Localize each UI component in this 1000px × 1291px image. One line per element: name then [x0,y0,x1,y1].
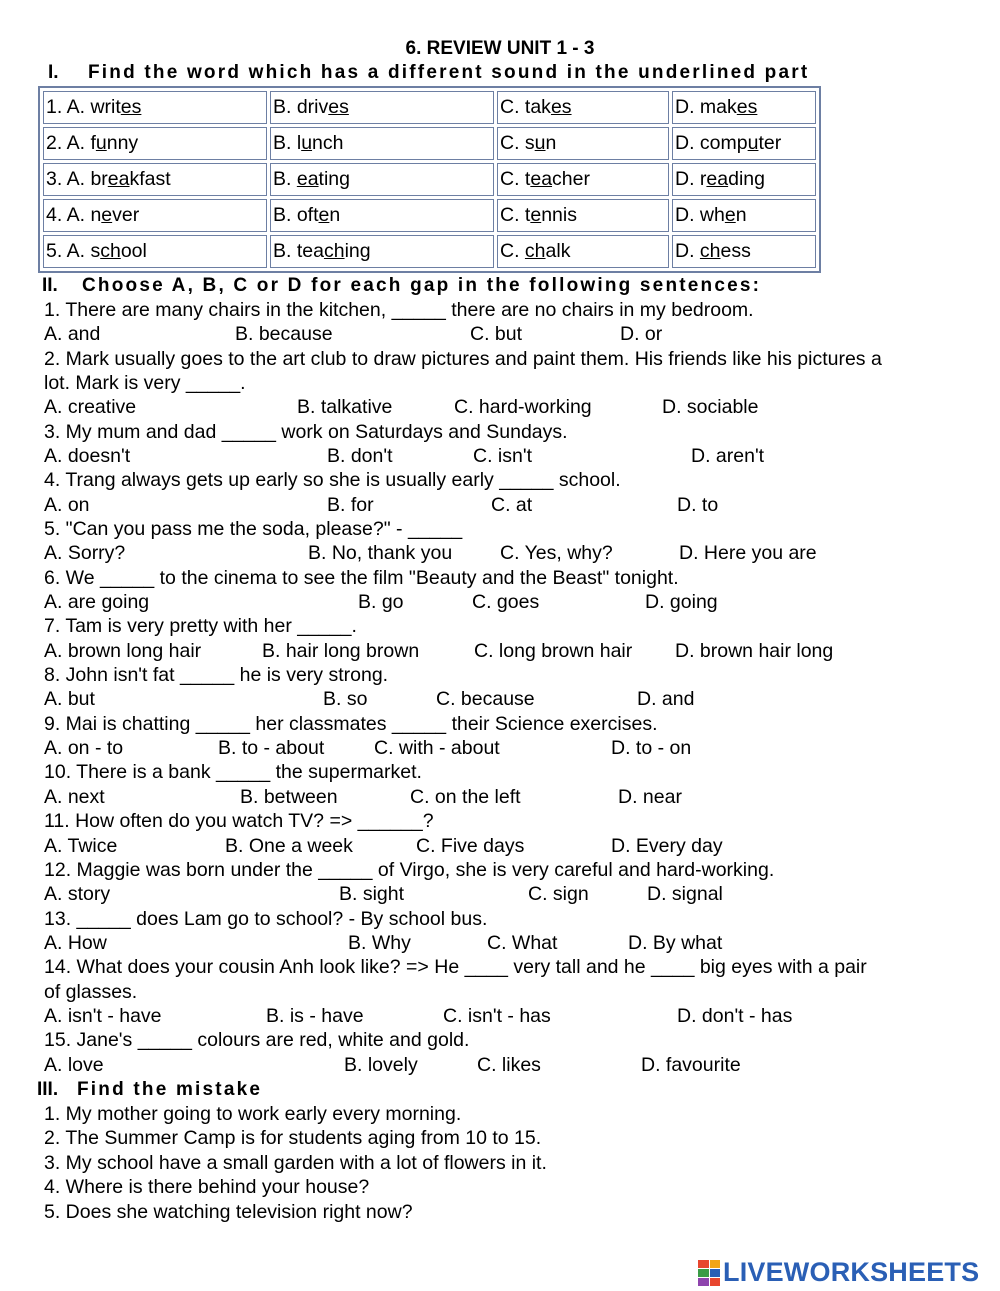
sound-option [672,199,816,232]
answer-option: A. Twice [44,835,118,857]
answer-option: C. isn't - has [443,1005,551,1027]
word-part: 4. A. n [46,204,102,226]
answer-option: A. doesn't [44,445,131,467]
underlined-part: es [736,96,758,118]
answer-option: D. signal [647,883,723,905]
section-2-number: II. [42,275,58,296]
answer-option: C. long brown hair [474,640,633,662]
word-part: 5. A. s [46,240,101,262]
section-1-number: I. [48,62,59,83]
section-3-text: Find the mistake [77,1079,263,1100]
word-part: n [545,132,557,154]
answer-option: C. hard-working [454,396,592,418]
answer-option: A. brown long hair [44,640,202,662]
liveworksheets-logo-icon [698,1260,720,1286]
answer-option: A. next [44,786,105,808]
sound-option [43,163,267,196]
worksheet-title: 6. REVIEW UNIT 1 - 3 [405,38,595,59]
answer-option: A. on - to [44,737,124,759]
answer-option: D. By what [628,932,723,954]
underlined-part: ea [530,168,553,190]
sound-row [43,127,816,160]
answer-option: D. don't - has [677,1005,793,1027]
sound-option [43,235,267,268]
word-part: C. [500,240,525,262]
answer-option: D. Every day [611,835,723,857]
word-part: n [329,204,341,226]
answer-option: B. don't [327,445,393,467]
answer-option: B. go [358,591,404,613]
question-text: 5. "Can you pass me the soda, please?" - _____ [44,518,463,540]
answer-option: C. but [470,323,523,345]
word-part: 2. A. f [46,132,96,154]
word-part: D. [675,240,700,262]
answer-option: D. sociable [662,396,759,418]
question-text-continued: lot. Mark is very _____. [44,372,246,394]
underlined-part: u [747,132,759,154]
underlined-part: ea [706,168,729,190]
question-text: 2. Mark usually goes to the art club to draw pictures and paint them. His friends like his pictures a [44,348,882,370]
answer-option: C. Yes, why? [500,542,613,564]
underlined-part: ch [699,240,721,262]
answer-option: B. for [327,494,374,516]
underlined-part: ch [524,240,546,262]
underlined-part: e [318,204,330,226]
sound-option [270,235,494,268]
logo-tile [698,1269,709,1277]
underlined-part: ea [107,168,130,190]
answer-option: C. goes [472,591,540,613]
question-text: 14. What does your cousin Anh look like? => He ____ very tall and he ____ big eyes with a pair [44,956,867,978]
word-part: nny [106,132,139,154]
answer-option: A. Sorry? [44,542,126,564]
answer-option: B. No, thank you [308,542,453,564]
section-2-text: Choose A, B, C or D for each gap in the following sentences: [82,275,762,296]
section-1-text: Find the word which has a different sound in the underlined part [88,62,810,83]
word-part: C. t [500,204,531,226]
underlined-part: u [534,132,546,154]
word-part: cher [552,168,590,190]
word-part: ool [120,240,147,262]
answer-option: C. because [436,688,535,710]
mistake-sentence: 5. Does she watching television right now? [44,1201,413,1223]
section-1-heading [48,62,809,84]
question-text: 10. There is a bank _____ the supermarket. [44,761,422,783]
sound-option [497,163,669,196]
section-3-number: III. [37,1079,59,1100]
answer-option: B. so [323,688,368,710]
underlined-part: u [95,132,107,154]
answer-option: A. but [44,688,95,710]
word-part: C. tak [500,96,551,118]
answer-option: D. to - on [611,737,692,759]
word-part: B. [273,168,297,190]
sound-option [497,91,669,124]
sound-option [497,199,669,232]
mistake-sentence: 3. My school have a small garden with a lot of flowers in it. [44,1152,547,1174]
answer-option: A. How [44,932,107,954]
word-part: ess [720,240,751,262]
word-part: 3. A. br [46,168,108,190]
word-part: kfast [129,168,171,190]
word-part: nch [312,132,344,154]
underlined-part: e [530,204,542,226]
underlined-part: e [101,204,113,226]
logo-tile [710,1260,721,1268]
underlined-part: e [724,204,736,226]
question-text: 12. Maggie was born under the _____ of Virgo, she is very careful and hard-working. [44,859,775,881]
sound-row [43,91,816,124]
sound-option [270,163,494,196]
answer-option: B. to - about [218,737,325,759]
underlined-part: u [301,132,313,154]
word-part: B. driv [273,96,329,118]
sound-row [43,235,816,268]
mistake-sentence: 2. The Summer Camp is for students aging from 10 to 15. [44,1127,542,1149]
sound-row [43,163,816,196]
answer-option: D. favourite [641,1054,741,1076]
question-text: 8. John isn't fat _____ he is very strong. [44,664,389,686]
answer-option: C. with - about [374,737,500,759]
liveworksheets-logo-text: LIVEWORKSHEETS [723,1257,980,1287]
word-part: ver [112,204,140,226]
answer-option: C. isn't [473,445,532,467]
answer-option: C. on the left [410,786,521,808]
sound-option [497,127,669,160]
answer-option: D. Here you are [679,542,817,564]
question-text: 13. _____ does Lam go to school? - By school bus. [44,908,488,930]
sound-option [270,127,494,160]
word-part: D. wh [675,204,725,226]
section-2-heading [42,275,761,297]
answer-option: B. sight [339,883,405,905]
sound-option [497,235,669,268]
sound-option [270,91,494,124]
word-part: 1. A. writ [46,96,121,118]
logo-tile [698,1278,709,1286]
mistake-sentence: 1. My mother going to work early every morning. [44,1103,462,1125]
sound-option [672,163,816,196]
question-text-continued: of glasses. [44,981,138,1003]
answer-option: C. Five days [416,835,525,857]
answer-option: B. Why [348,932,411,954]
mistake-sentence: 4. Where is there behind your house? [44,1176,370,1198]
word-part: C. t [500,168,531,190]
answer-option: C. What [487,932,558,954]
question-text: 3. My mum and dad _____ work on Saturdays and Sundays. [44,421,568,443]
sound-option [672,235,816,268]
answer-option: A. are going [44,591,150,613]
word-part: ter [758,132,782,154]
word-part: alk [545,240,571,262]
answer-option: D. near [618,786,682,808]
answer-option: A. love [44,1054,104,1076]
answer-option: D. and [637,688,695,710]
word-part: D. r [675,168,707,190]
word-part: B. oft [273,204,319,226]
logo-tile [710,1269,721,1277]
word-part: B. tea [273,240,324,262]
word-part: n [735,204,747,226]
answer-option: A. story [44,883,111,905]
answer-option: A. isn't - have [44,1005,162,1027]
underlined-part: ch [323,240,345,262]
underlined-part: ch [100,240,121,262]
answer-option: C. likes [477,1054,541,1076]
answer-option: C. at [491,494,533,516]
logo-tile [710,1278,721,1286]
word-part: ing [344,240,371,262]
answer-option: B. hair long brown [262,640,420,662]
answer-option: C. sign [528,883,589,905]
sound-table [38,86,821,273]
question-text: 9. Mai is chatting _____ her classmates _____ their Science exercises. [44,713,658,735]
answer-option: A. on [44,494,90,516]
answer-option: D. going [645,591,718,613]
answer-option: A. and [44,323,101,345]
underlined-part: es [550,96,572,118]
underlined-part: ea [296,168,319,190]
answer-option: D. to [677,494,719,516]
section-3-heading [37,1079,262,1101]
sound-option [270,199,494,232]
sound-option [672,127,816,160]
answer-option: D. or [620,323,663,345]
sound-option [43,91,267,124]
sound-row [43,199,816,232]
word-part: nnis [541,204,577,226]
logo-tile [698,1260,709,1268]
answer-option: B. is - have [266,1005,364,1027]
underlined-part: es [120,96,142,118]
word-part: C. s [500,132,535,154]
word-part: ting [318,168,350,190]
question-text: 15. Jane's _____ colours are red, white and gold. [44,1029,470,1051]
word-part: D. comp [675,132,748,154]
answer-option: B. between [240,786,338,808]
answer-option: A. creative [44,396,137,418]
liveworksheets-logo [698,1257,979,1288]
question-text: 11. How often do you watch TV? => ______? [44,810,434,832]
answer-option: B. talkative [297,396,393,418]
question-text: 7. Tam is very pretty with her _____. [44,615,357,637]
word-part: D. mak [675,96,737,118]
question-text: 4. Trang always gets up early so she is usually early _____ school. [44,469,621,491]
word-part: ding [728,168,765,190]
answer-option: B. One a week [225,835,353,857]
question-text: 1. There are many chairs in the kitchen, _____ there are no chairs in my bedroom. [44,299,754,321]
word-part: B. l [273,132,302,154]
answer-option: B. because [235,323,333,345]
sound-option [43,199,267,232]
underlined-part: es [328,96,349,118]
answer-option: D. aren't [691,445,765,467]
question-text: 6. We _____ to the cinema to see the film "Beauty and the Beast" tonight. [44,567,679,589]
answer-option: D. brown hair long [675,640,834,662]
sound-option [672,91,816,124]
sound-option [43,127,267,160]
answer-option: B. lovely [344,1054,418,1076]
